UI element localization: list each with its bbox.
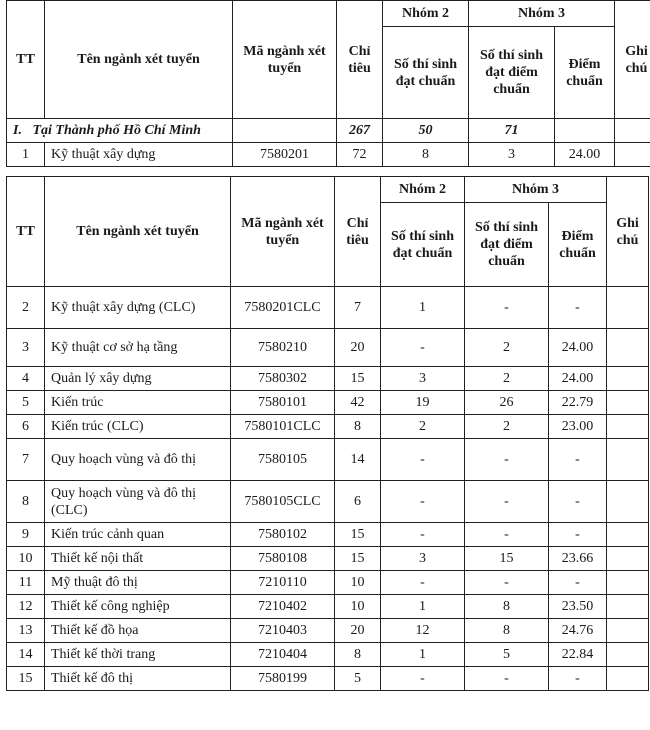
row-ghi-chu xyxy=(607,571,649,595)
row-tt: 4 xyxy=(7,367,45,391)
row-ma: 7580101CLC xyxy=(231,415,335,439)
row-tt: 7 xyxy=(7,439,45,481)
row-diem: - xyxy=(549,523,607,547)
row-ghi-chu xyxy=(607,481,649,523)
row-ma: 7580105CLC xyxy=(231,481,335,523)
table-row xyxy=(7,143,650,167)
row-ten: Quy hoạch vùng và đô thị xyxy=(45,439,231,481)
row-tt: 12 xyxy=(7,595,45,619)
row-diem: 22.79 xyxy=(549,391,607,415)
table-row xyxy=(7,481,649,523)
row-diem: 23.50 xyxy=(549,595,607,619)
header-ma-nganh: Mã ngành xét tuyển xyxy=(233,1,337,119)
row-chi-tieu: 6 xyxy=(335,481,381,523)
row-ten: Kiến trúc (CLC) xyxy=(45,415,231,439)
row-nhom3: - xyxy=(465,667,549,691)
row-ghi-chu xyxy=(607,643,649,667)
row-ghi-chu xyxy=(607,329,649,367)
row-nhom3: - xyxy=(465,287,549,329)
row-nhom3: 8 xyxy=(465,595,549,619)
row-ten: Thiết kế nội thất xyxy=(45,547,231,571)
table-row xyxy=(7,523,649,547)
row-tt: 1 xyxy=(7,143,45,167)
section-ma xyxy=(233,119,337,143)
row-ma: 7210110 xyxy=(231,571,335,595)
row-ma: 7580101 xyxy=(231,391,335,415)
row-nhom2: - xyxy=(381,667,465,691)
row-nhom3: 2 xyxy=(465,415,549,439)
row-ghi-chu xyxy=(615,143,650,167)
page-gap xyxy=(0,168,650,176)
header-so-thi-sinh-dat-chuan: Số thí sinh đạt chuẩn xyxy=(381,203,465,287)
row-tt: 13 xyxy=(7,619,45,643)
row-ma: 7210403 xyxy=(231,619,335,643)
row-ghi-chu xyxy=(607,367,649,391)
row-nhom2: - xyxy=(381,329,465,367)
row-diem: 23.00 xyxy=(549,415,607,439)
row-nhom3: 5 xyxy=(465,643,549,667)
header-so-thi-sinh-dat-chuan: Số thí sinh đạt chuẩn xyxy=(383,27,469,119)
row-nhom2: 1 xyxy=(381,643,465,667)
row-nhom3: - xyxy=(465,481,549,523)
row-nhom3: 3 xyxy=(469,143,555,167)
section-diem xyxy=(555,119,615,143)
row-ghi-chu xyxy=(607,391,649,415)
header-chi-tieu: Chỉ tiêu xyxy=(337,1,383,119)
row-diem: 24.00 xyxy=(555,143,615,167)
row-nhom2: 3 xyxy=(381,367,465,391)
table-row xyxy=(7,287,649,329)
row-nhom2: 19 xyxy=(381,391,465,415)
admission-table-part1 xyxy=(6,0,650,167)
row-tt: 3 xyxy=(7,329,45,367)
row-ghi-chu xyxy=(607,619,649,643)
section-city: Tại Thành phố Hồ Chí Minh xyxy=(32,123,201,138)
row-ghi-chu xyxy=(607,415,649,439)
row-diem: - xyxy=(549,287,607,329)
row-nhom2: 12 xyxy=(381,619,465,643)
row-nhom3: 2 xyxy=(465,329,549,367)
row-diem: 24.00 xyxy=(549,367,607,391)
header-tt: TT xyxy=(7,177,45,287)
table-row xyxy=(7,439,649,481)
header-tt: TT xyxy=(7,1,45,119)
header-nhom2: Nhóm 2 xyxy=(381,177,465,203)
row-ten: Kỹ thuật xây dựng xyxy=(45,143,233,167)
row-diem: 22.84 xyxy=(549,643,607,667)
row-ma: 7580201 xyxy=(233,143,337,167)
row-nhom2: 1 xyxy=(381,595,465,619)
table-row xyxy=(7,367,649,391)
row-ma: 7210402 xyxy=(231,595,335,619)
section-chi-tieu: 267 xyxy=(337,119,383,143)
row-tt: 6 xyxy=(7,415,45,439)
row-ten: Kỹ thuật xây dựng (CLC) xyxy=(45,287,231,329)
header-nhom3: Nhóm 3 xyxy=(465,177,607,203)
row-diem: - xyxy=(549,667,607,691)
row-ma: 7580102 xyxy=(231,523,335,547)
row-nhom2: 3 xyxy=(381,547,465,571)
table-row xyxy=(7,391,649,415)
admission-table-part2 xyxy=(6,176,649,691)
row-tt: 15 xyxy=(7,667,45,691)
row-diem: - xyxy=(549,481,607,523)
row-nhom2: 2 xyxy=(381,415,465,439)
row-diem: 24.00 xyxy=(549,329,607,367)
row-ghi-chu xyxy=(607,547,649,571)
row-chi-tieu: 8 xyxy=(335,643,381,667)
row-chi-tieu: 10 xyxy=(335,595,381,619)
header-so-thi-sinh-dat-diem-chuan: Số thí sinh đạt điểm chuẩn xyxy=(465,203,549,287)
header-ma-nganh: Mã ngành xét tuyển xyxy=(231,177,335,287)
row-ten: Kiến trúc cảnh quan xyxy=(45,523,231,547)
section-nhom3: 71 xyxy=(469,119,555,143)
row-ghi-chu xyxy=(607,439,649,481)
row-tt: 8 xyxy=(7,481,45,523)
row-ten: Thiết kế công nghiệp xyxy=(45,595,231,619)
row-nhom2: 1 xyxy=(381,287,465,329)
row-chi-tieu: 42 xyxy=(335,391,381,415)
row-ma: 7210404 xyxy=(231,643,335,667)
row-tt: 9 xyxy=(7,523,45,547)
header-ghi-chu: Ghi chú xyxy=(615,1,650,119)
row-chi-tieu: 8 xyxy=(335,415,381,439)
row-diem: - xyxy=(549,571,607,595)
row-ma: 7580108 xyxy=(231,547,335,571)
row-nhom3: 2 xyxy=(465,367,549,391)
row-diem: - xyxy=(549,439,607,481)
row-ten: Quy hoạch vùng và đô thị (CLC) xyxy=(45,481,231,523)
row-chi-tieu: 15 xyxy=(335,367,381,391)
header-chi-tieu: Chỉ tiêu xyxy=(335,177,381,287)
header-ten-nganh: Tên ngành xét tuyển xyxy=(45,1,233,119)
table-row xyxy=(7,329,649,367)
table-row xyxy=(7,571,649,595)
row-nhom3: - xyxy=(465,439,549,481)
row-tt: 14 xyxy=(7,643,45,667)
header-nhom2: Nhóm 2 xyxy=(383,1,469,27)
row-ghi-chu xyxy=(607,287,649,329)
row-diem: 24.76 xyxy=(549,619,607,643)
row-ghi-chu xyxy=(607,523,649,547)
header-nhom3: Nhóm 3 xyxy=(469,1,615,27)
row-ten: Thiết kế thời trang xyxy=(45,643,231,667)
section-row xyxy=(7,119,650,143)
row-ten: Kỹ thuật cơ sở hạ tầng xyxy=(45,329,231,367)
row-nhom3: 8 xyxy=(465,619,549,643)
row-ma: 7580210 xyxy=(231,329,335,367)
section-label: I. xyxy=(13,123,22,138)
table-row xyxy=(7,595,649,619)
row-chi-tieu: 20 xyxy=(335,619,381,643)
row-chi-tieu: 20 xyxy=(335,329,381,367)
row-ma: 7580199 xyxy=(231,667,335,691)
section-nhom2: 50 xyxy=(383,119,469,143)
row-ten: Thiết kế đô thị xyxy=(45,667,231,691)
header-ten-nganh: Tên ngành xét tuyển xyxy=(45,177,231,287)
row-chi-tieu: 7 xyxy=(335,287,381,329)
header-diem-chuan: Điểm chuẩn xyxy=(549,203,607,287)
table-row xyxy=(7,619,649,643)
row-chi-tieu: 10 xyxy=(335,571,381,595)
row-nhom2: - xyxy=(381,523,465,547)
row-nhom3: 26 xyxy=(465,391,549,415)
table-row xyxy=(7,415,649,439)
table-row xyxy=(7,643,649,667)
row-chi-tieu: 72 xyxy=(337,143,383,167)
section-title xyxy=(7,119,233,143)
row-tt: 2 xyxy=(7,287,45,329)
row-tt: 10 xyxy=(7,547,45,571)
row-chi-tieu: 15 xyxy=(335,547,381,571)
row-nhom3: 15 xyxy=(465,547,549,571)
row-chi-tieu: 5 xyxy=(335,667,381,691)
header-ghi-chu: Ghi chú xyxy=(607,177,649,287)
table-row xyxy=(7,667,649,691)
row-diem: 23.66 xyxy=(549,547,607,571)
row-ten: Mỹ thuật đô thị xyxy=(45,571,231,595)
row-nhom2: 8 xyxy=(383,143,469,167)
row-nhom2: - xyxy=(381,481,465,523)
row-ten: Quản lý xây dựng xyxy=(45,367,231,391)
row-ghi-chu xyxy=(607,667,649,691)
row-ma: 7580105 xyxy=(231,439,335,481)
row-ten: Kiến trúc xyxy=(45,391,231,415)
table-body xyxy=(7,287,649,691)
row-ma: 7580201CLC xyxy=(231,287,335,329)
row-nhom2: - xyxy=(381,439,465,481)
row-nhom3: - xyxy=(465,523,549,547)
row-nhom2: - xyxy=(381,571,465,595)
row-ghi-chu xyxy=(607,595,649,619)
row-tt: 11 xyxy=(7,571,45,595)
row-tt: 5 xyxy=(7,391,45,415)
table-row xyxy=(7,547,649,571)
header-diem-chuan: Điểm chuẩn xyxy=(555,27,615,119)
header-so-thi-sinh-dat-diem-chuan: Số thí sinh đạt điểm chuẩn xyxy=(469,27,555,119)
row-chi-tieu: 15 xyxy=(335,523,381,547)
row-ma: 7580302 xyxy=(231,367,335,391)
row-ten: Thiết kế đồ họa xyxy=(45,619,231,643)
row-chi-tieu: 14 xyxy=(335,439,381,481)
row-nhom3: - xyxy=(465,571,549,595)
section-ghi-chu xyxy=(615,119,650,143)
